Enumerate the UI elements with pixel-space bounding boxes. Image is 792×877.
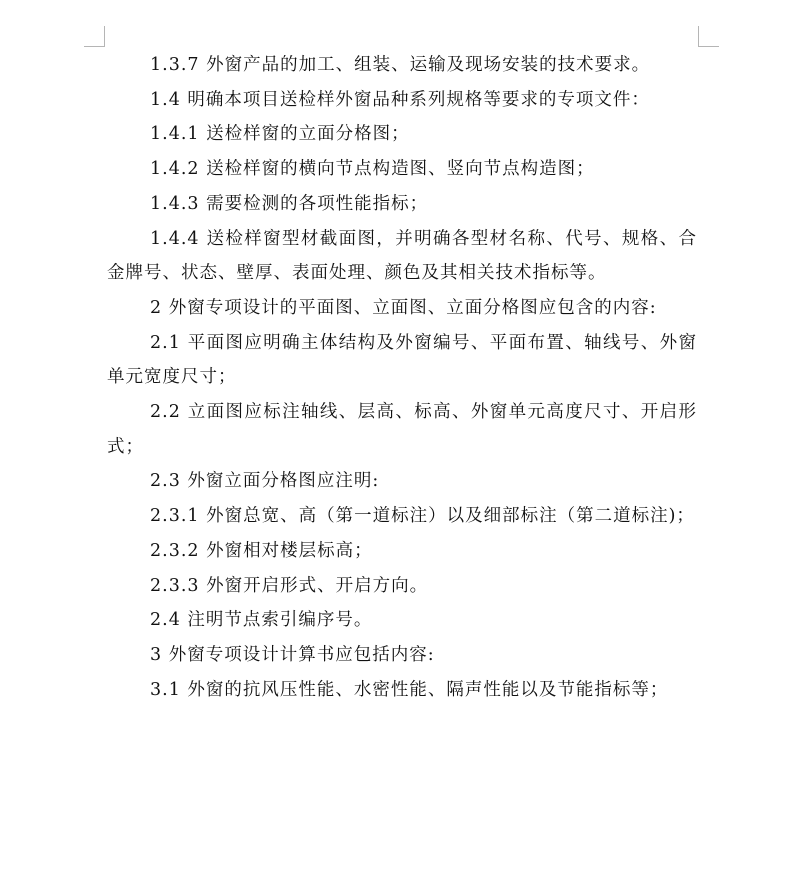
margin-corner-mark-top-left (84, 26, 105, 47)
paragraph-2-3-1: 2.3.1 外窗总宽、高（第一道标注）以及细部标注（第二道标注)； (150, 506, 695, 527)
paragraph-2-4: 2.4 注明节点索引编序号。 (150, 610, 373, 631)
paragraph-2-3-2: 2.3.2 外窗相对楼层标高； (150, 540, 373, 561)
paragraph-1-4-1: 1.4.1 送检样窗的立面分格图； (150, 124, 410, 145)
paragraph-1-4-2: 1.4.2 送检样窗的横向节点构造图、竖向节点构造图； (150, 159, 595, 180)
paragraph-2: 2 外窗专项设计的平面图、立面图、立面分格图应包含的内容: (150, 297, 657, 318)
margin-corner-mark-top-right (698, 26, 719, 47)
paragraph-1-3-7: 1.3.7 外窗产品的加工、组装、运输及现场安装的技术要求。 (150, 55, 651, 75)
document-body (107, 48, 697, 707)
paragraph-2-1: 2.1 平面图应明确主体结构及外窗编号、平面布置、轴线号、外窗单元宽度尺寸； (107, 332, 697, 388)
paragraph-2-3-3: 2.3.3 外窗开启形式、开启方向。 (150, 575, 429, 596)
paragraph-1-4-4: 1.4.4 送检样窗型材截面图，并明确各型材名称、代号、规格、合金牌号、状态、壁厚、表面处理、颜色及其相关技术指标等。 (107, 228, 697, 284)
paragraph-3: 3 外窗专项设计计算书应包括内容: (150, 644, 435, 665)
paragraph-2-3: 2.3 外窗立面分格图应注明: (150, 471, 380, 492)
paragraph-3-1: 3.1 外窗的抗风压性能、水密性能、隔声性能以及节能指标等； (150, 679, 669, 700)
paragraph-1-4-3: 1.4.3 需要检测的各项性能指标； (150, 193, 429, 214)
paragraph-1-4: 1.4 明确本项目送检样外窗品种系列规格等要求的专项文件： (150, 89, 650, 110)
paragraph-2-2: 2.2 立面图应标注轴线、层高、标高、外窗单元高度尺寸、开启形式； (107, 402, 697, 457)
